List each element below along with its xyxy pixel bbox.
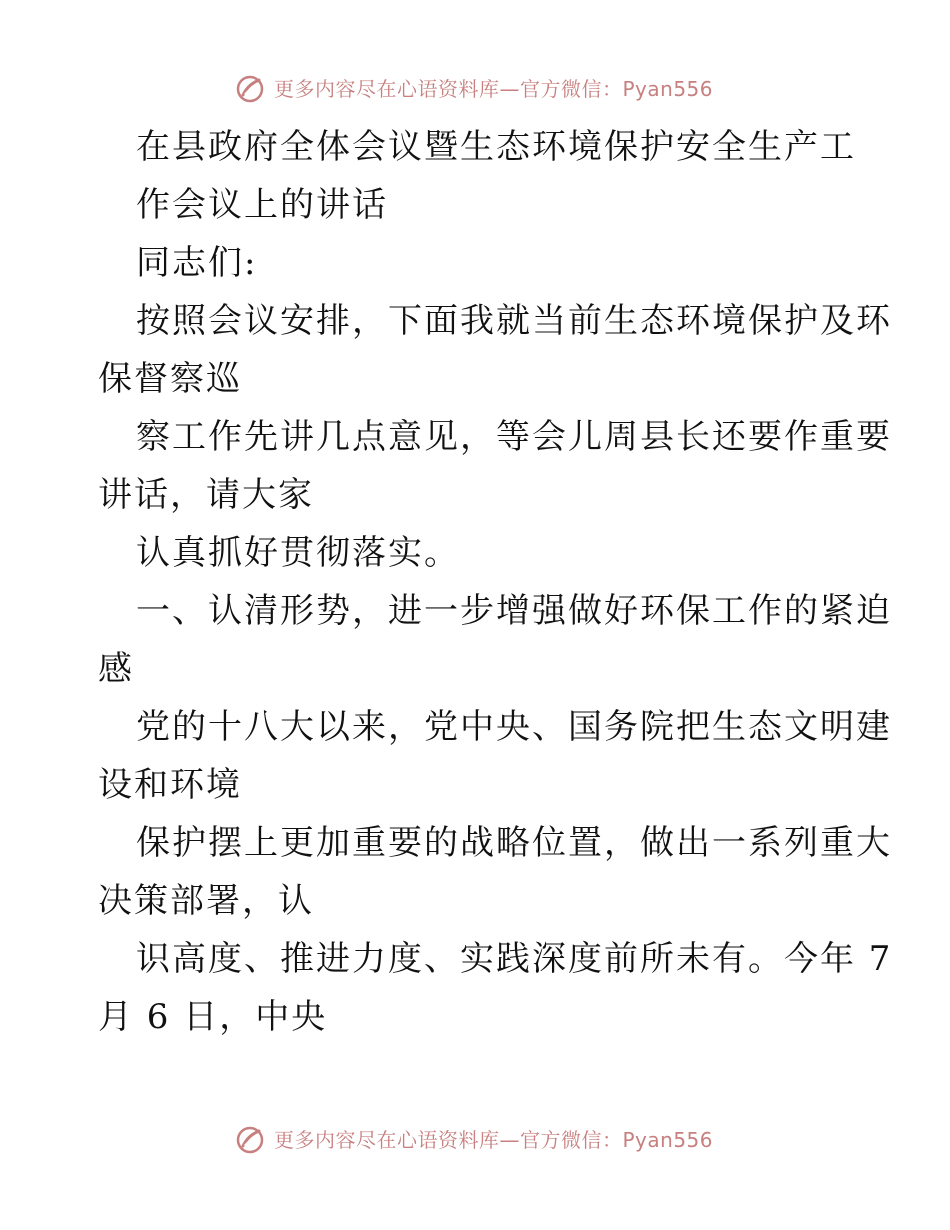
bottom-watermark: [234, 1123, 794, 1157]
brand-logo-icon: [234, 73, 266, 105]
document-line: 察工作先讲几点意见，等会儿周县长还要作重要: [136, 417, 892, 457]
document-line: 同志们:: [136, 243, 258, 283]
watermark-text: 更多内容尽在心语资料库—官方微信：Pyan556: [274, 1128, 714, 1152]
document-line: 识高度、推进力度、实践深度前所未有。今年 7: [136, 939, 893, 979]
watermark-text: 更多内容尽在心语资料库—官方微信：Pyan556: [274, 77, 714, 101]
document-line: 月 6 日，中央: [98, 997, 328, 1037]
document-line: 决策部署，认: [98, 881, 314, 921]
document-line: 作会议上的讲话: [136, 185, 388, 225]
document-line: 讲话，请大家: [98, 475, 314, 515]
document-line: 党的十八大以来，党中央、国务院把生态文明建: [136, 707, 892, 747]
document-line: 感: [98, 649, 134, 689]
document-line: 一、认清形势，进一步增强做好环保工作的紧迫: [136, 591, 892, 631]
document-line: 认真抓好贯彻落实。: [136, 533, 460, 573]
document-line: 保督察巡: [98, 359, 242, 399]
document-line: 保护摆上更加重要的战略位置，做出一系列重大: [136, 823, 892, 863]
document-line: 在县政府全体会议暨生态环境保护安全生产工: [136, 127, 856, 167]
document-body: [98, 118, 893, 1046]
top-watermark: [234, 72, 794, 106]
document-line: 设和环境: [98, 765, 242, 805]
document-line: 按照会议安排，下面我就当前生态环境保护及环: [136, 301, 892, 341]
brand-logo-icon: [234, 1124, 266, 1156]
